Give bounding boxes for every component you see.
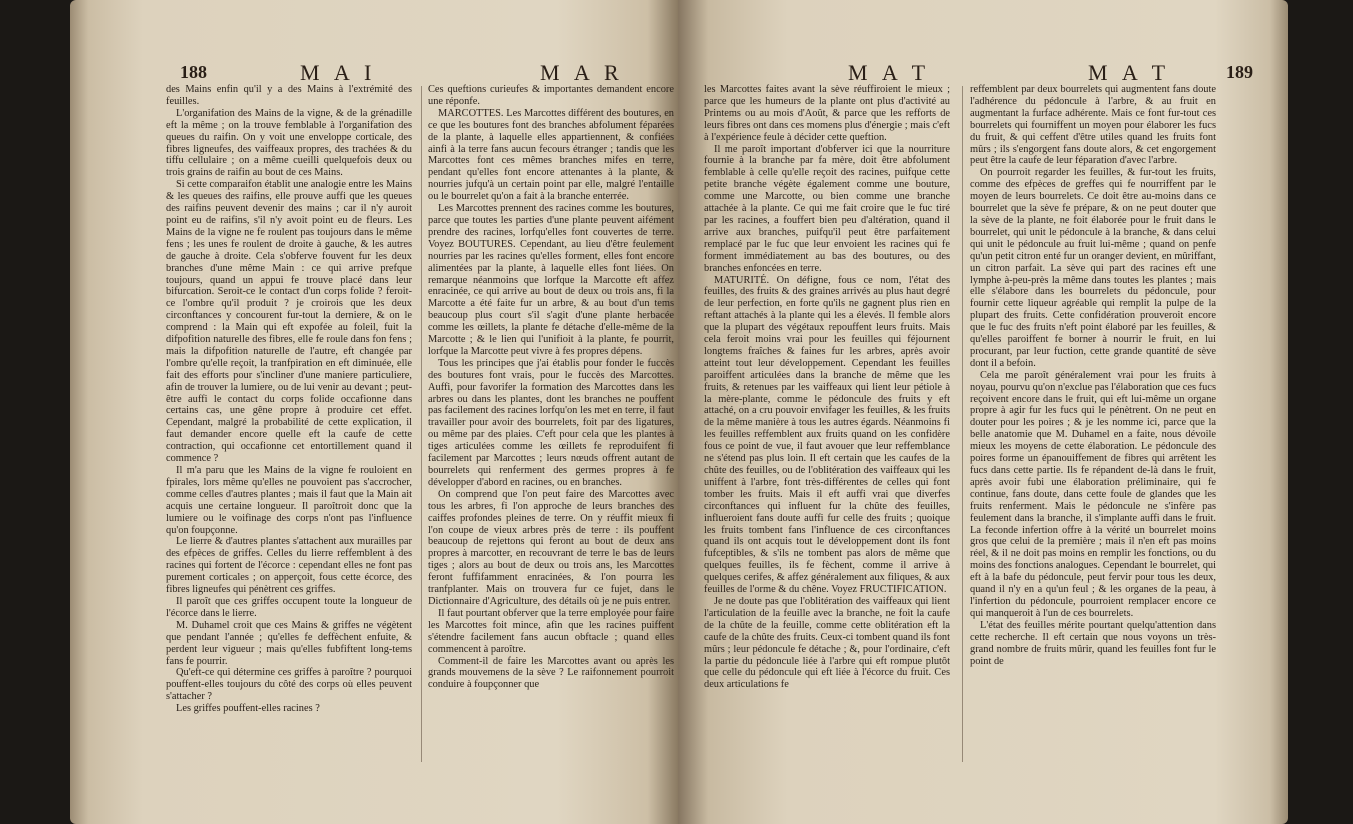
paragraph: On comprend que l'on peut faire des Marcottes avec tous les arbres, fi l'on approche de leurs branches des caiffes profondes pleines de terre. On y réuffit mieux fi l'on coupe de vieux arbres près de terre : ils pouffent beaucoup de rejettons qui feront au bout de deux ans propres à marcotter, en recouvrant de terre le bas de leurs tiges ; alors au bout de deux ou trois ans, les Marcottes feront fuffifamment enracinées, & l'on pourra les tranfplanter. Mais on trouvera fur ce fujet, dans le Dictionnaire d'Agriculture, des détails où je ne puis entrer.: [428, 488, 674, 607]
right-page-header: [678, 58, 1288, 84]
paragraph: des Mains enfin qu'il y a des Mains à l'extrémité des feuilles.: [166, 84, 412, 107]
right-running-head-right: M A T: [1088, 60, 1171, 85]
paragraph: MATURITÉ. On défigne, fous ce nom, l'état des feuilles, des fruits & des graines arrivés au plus haut degré de leur perfection, en forte qu'ils ne gagnent plus rien en reftant attachés à la plante qui les a élevés. Il femble alors que la plupart des végétaux repouffent leurs fruits. Mais cela feroit moins vrai pour les feuilles qui féjournent longtems fraîches & faines fur les arbres, après avoir atteint tout leur développement. Cependant les feuilles paroiffent articulées dans la branche de même que les fruits, & retenues par les vaiffeaux qui lient leur pétiole à la mère-plante, comme le pédoncule des fruits y eft attaché, on a cru pouvoir envifager les feuilles, & les fruits de la même manière à tous les autres égards. Néanmoins fi les feuilles reffemblent aux fruits quand on les confidère fous ce point de vue, il faut avouer que leur reffemblance ne s'étend pas plus loin. Il eft certain que les caufes de la chûte des feuilles, ou de l'oblitération des vaiffeaux qui les uniffent à l'arbre, font très-différentes de celles qui font tomber les fruits. Mais il eft auffi vrai que diverfes circonftances qui influent fur la chûte des feuilles, influeroient fans doute auffi fur celle des fruits ; quoique les fruits tombent fans l'influence de ces circonftances quand ils ont acquis tout le développement dont ils font fufceptibles, & s'ils ne tombent pas alors de même que quelques feuilles, ils fe fèchent, comme il arrive à quelques cerifes, & affez généralement aux filiques, & aux feuilles de l'orme & du chêne. Voyez FRUCTIFICATION.: [704, 274, 950, 596]
paragraph: Les griffes pouffent-elles racines ?: [176, 703, 320, 715]
left-page-column-2: [428, 84, 674, 764]
paragraph: Il me paroît important d'obferver ici que la nourriture fournie à la branche par fa mère, doit être abfolument femblable à celle qu'elle reçoit des racines, puifque cette petite branche végète également comme une bouture, comme une Marcotte, ou bien comme une branche attachée à la plante. Ce qui me fait croire que le fuc tiré par les racines, a fouffert bien peu d'altération, quand il arrive aux branches, puifqu'il peut être parfaitement remplacé par le fuc que leur envoient les racines qui fe forment immédiatement au bas des boutures, ou des branches enfoncées en terre.: [704, 143, 950, 274]
paragraph: Si cette comparaifon établit une analogie entre les Mains & les queues des raifins, elle prouve auffi que les queues des raifins peuvent devenir des mains ; car il n'y auroit point eu de raifins, s'il n'y avoit point eu de fleurs. Les Mains de la vigne ne fe roulent pas toujours dans le même fens ; les unes fe roulent de droite à gauche, & les autres de gauche à droite. Cela s'obferve fouvent fur les deux branches d'une même Main : ce qui arrive prefque toujours, quand un appui fe trouve placé dans leur bifurcation. Seroit-ce le contact d'un corps folide ? feroit-ce l'ombre qu'il produit ? je croirois que les deux circonftances y concourent fur-tout la derniere, & on le comprend : la Main qui eft expofée au foleil, fuit la difpofition naturelle des fibres, elle fe roule dans fon fens ; mais la difpofition naturelle de l'autre, eft changée par l'ombre qu'elle reçoit, la tranfpiration en eft diminuée, elle fait des efforts pour s'incliner d'une maniere particuliere, afin de trouver la lumiere, ou de lui venir au devant ; peut-être auffi le contact du corps folide occafionne dans certains cas, une gêne propre à produire cet effet. Cependant, malgré la probabilité de cette explication, il faut demander encore quelle eft la caufe de cette contraction, qui occafionne cet entortillement quand il commence ?: [166, 179, 412, 465]
paragraph: On pourroit regarder les feuilles, & fur-tout les fruits, comme des efpèces de greffes qui fe nourriffent par le moyen de leurs bourrelets. Ce doit être au-moins dans ce bourrelet que la sève fe prépare, & on ne peut douter que la sève de la plante, ne foit élaborée pour le fruit dans le bourrelet, qui unit le pédoncule à la branche, & dans celui qui unit le pédoncule au fruit lui-même ; quand on penfe qu'un petit citron enté fur un oranger devient, en mûriffant, un citron parfait. La sève qui part des racines eft une lymphe à-peu-près la même dans toutes les plantes ; mais elle s'élabore dans les bourrelets du pédoncule, pour fournir cette liqueur agréable qui remplit la pulpe de la plupart des fruits. Cette confidération prouveroit encore que le fuc des fruits n'eft point élaboré par les feuilles, & qu'elles paroiffent fe borner à nourrir le fruit, en lui procurant, par leur fuction, cette grande quantité de sève dont il a befoin.: [970, 167, 1216, 369]
paragraph: les Marcottes faites avant la sève réuffiroient le mieux ; parce que les humeurs de la plante ont plus d'activité au Printems ou au mois d'Août, & parce que les refforts de leurs fibres ont dans ces momens plus d'énergie ; mais c'eft à l'expérience feule à décider cette queftion.: [704, 84, 950, 143]
paragraph: Le lierre & d'autres plantes s'attachent aux murailles par des efpèces de griffes. Celles du lierre reffemblent à des racines qui fortent de l'écorce : cependant elles ne font pas purement corticales ; on apperçoit, fous cette écorce, des fibres ligneufes qui pénètrent ces griffes.: [166, 536, 412, 596]
paragraph: Qu'eft-ce qui détermine ces griffes à paroître ? pourquoi pouffent-elles toujours du côté des corps où elles peuvent s'attacher ?: [166, 667, 412, 703]
left-page-column-1: [166, 84, 412, 764]
right-page-column-1: [704, 84, 950, 764]
paragraph: L'organifation des Mains de la vigne, & de la grénadille eft la même ; on la trouve femblable à l'organifation des queues du raifin. On y voit une enveloppe corticale, des fibres ligneufes, des vaiffeaux propres, des trachées & du tiffu cellulaire ; on a même cueilli quelquefois deux ou trois grains de raifin au bout de ces Mains.: [166, 107, 412, 179]
right-running-head-left: M A T: [848, 60, 931, 85]
paragraph: Il paroît que ces griffes occupent toute la longueur de l'écorce dans le lierre.: [166, 595, 412, 619]
paragraph: Comment-il de faire les Marcottes avant ou après les grands mouvemens de la sève ? Le raifonnement pourroit conduire à foupçonner que: [428, 655, 674, 691]
paragraph: L'état des feuilles mérite pourtant quelqu'attention dans cette recherche. Il eft certain que nous voyons un très-grand nombre de fruits mûrir, quand les feuilles font fur le point de: [970, 619, 1216, 667]
left-page: [70, 0, 678, 824]
paragraph: MARCOTTES. Les Marcottes différent des boutures, en ce que les boutures font des branches abfolument féparées de la plante, à laquelle elles appartiennent, & confiées ainfi à la terre fans aucun fecours étranger ; tandis que les Marcottes font ces mêmes branches mifes en terre, pendant qu'elles font encore attenantes à la plante, & nourries jufqu'à un certain point par elle, malgré l'entaille ou le bourrelet qu'on a fait à la branche enterrée.: [428, 107, 674, 203]
paragraph: Ces queftions curieufes & importantes demandent encore une réponfe.: [428, 84, 674, 107]
left-running-head-left: M A I: [300, 60, 377, 85]
paragraph: Je ne doute pas que l'oblitération des vaiffeaux qui lient l'articulation de la feuille avec la branche, ne foit la caufe de la chûte de la feuille, comme cette oblitération eft la caufe de la chûte des fruits. Ceux-ci tombent quand ils font mûrs ; leur pédoncule fe détache ; &, pour l'ordinaire, c'eft la partie du pédoncule liée à l'arbre qui eft rompue plutôt que celle du pédoncule qui eft liée à l'écorce du fruit. Ces deux articulations fe: [704, 595, 950, 691]
left-page-number: 188: [180, 62, 207, 82]
left-running-head-right: M A R: [540, 60, 624, 85]
right-page-column-2: [970, 84, 1216, 764]
paragraph: M. Duhamel croit que ces Mains & griffes ne végètent que pendant l'année ; qu'elles fe deffèchent enfuite, & perdent leur vigueur ; mais qu'elles fubfiftent long-tems fans fe pourrir.: [166, 619, 412, 667]
paragraph: reffemblent par deux bourrelets qui augmentent fans doute l'adhérence du pédoncule à l'arbre, & au fruit en augmentant la furface adhérente. Mais ce font fur-tout ces bourrelets qui fourniffent un moyen pour élaborer les fucs du fruit, & qui ceffent d'être utiles quand les fruits font mûrs ; ils s'engorgent fans doute alors, & cet engorgement peut être la caufe de leur féparation d'avec l'arbre.: [970, 84, 1216, 167]
paragraph: Cela me paroît généralement vrai pour les fruits à noyau, pourvu qu'on n'exclue pas l'élaboration que ces fucs reçoivent encore dans le fruit, qui eft lui-même un organe propre à agir fur les fucs qui le pénètrent. On ne peut en douter pour les poires ; & je les nomme ici, parce que la belle anatomie que M. Duhamel en a faite, nous dévoile mieux les moyens de cette élaboration. Le pédoncule des poires forme un épanouiffement de fibres qui arrêtent les fucs dans cette partie. Ils fe répandent de-là dans le fruit, après avoir fubi une élaboration préliminaire, qui fe continue, fans doute, dans cette foule de glandes que les fruits renferment. Mais le pédoncule ne s'infère pas feulement dans la branche, il s'implante auffi dans le fruit. La feconde infertion offre à la vérité un bourrelet moins gros que celui de la première ; mais il n'en eft pas moins réel, & il ne doit pas moins en remplir les fonctions, ou du moins des fonctions analogues. Cependant le bourrelet, qui eft à la bafe du pédoncule, peut fervir pour tous les deux, quand il n'y en a qu'un feul ; & les organes de la peau, à l'infertion du pédoncule, pourroient remplacer encore ce qui manqueroit à l'un de ces bourrelets.: [970, 369, 1216, 619]
paragraph: Les Marcottes prennent des racines comme les boutures, parce que toutes les parties d'une plante peuvent aifément prendre des racines, lorfqu'elles font couvertes de terre. Voyez BOUTURES. Cependant, au lieu d'être feulement nourries par les racines qu'elles forment, elles font encore alimentées par la plante, à laquelle elles font liées. On remarque néanmoins que lorfque la Marcotte eft affez enracinée, ce qui arrive au bout de deux ou trois ans, fi la Marcotte a été faite fur un arbre, & au bout d'un tems beaucoup plus court s'il s'agit d'une plante herbacée comme les œillets, la plante fe détache d'elle-même de la Marcotte ; & le lien qui l'unifioit à la plante, fe pourrit, lorfque la Marcotte peut vivre à fes propres dépens.: [428, 203, 674, 357]
right-page: [678, 0, 1288, 824]
column-rule: [421, 86, 422, 762]
left-page-header: [70, 58, 678, 84]
paragraph: Il m'a paru que les Mains de la vigne fe rouloient en fpirales, lors même qu'elles ne pouvoient pas s'accrocher, comme celles d'autres plantes ; mais il faut que la Main ait acquis une certaine longueur. Il paroîtroit donc que la lumiere ou le voifinage des corps n'ont pas l'influence qu'on foupçonne.: [166, 465, 412, 536]
paragraph: Il faut pourtant obferver que la terre employée pour faire les Marcottes foit mince, afin que les racines puiffent s'étendre facilement fans aucun obftacle ; quand elles commencent à paroître.: [428, 607, 674, 655]
column-rule: [962, 86, 963, 762]
paragraph: Tous les principes que j'ai établis pour fonder le fuccès des boutures font vrais, pour le fuccès des Marcottes. Auffi, pour favorifer la formation des Marcottes dans les arbres ou dans les plantes, dont les branches ne pouffent pas facilement des racines lorfqu'on les met en terre, il faut travailler pour avoir des bourrelets, foit par des ligatures, ou même par des plaies. C'eft pour cela que les plantes à tiges articulées comme les œillets fe reproduifent fi facilement par Marcottes ; leurs nœuds offrent autant de bourrelets qui renferment des germes propres à fe développer d'abord en racines, ou en branches.: [428, 357, 674, 488]
right-page-number: 189: [1226, 62, 1253, 82]
